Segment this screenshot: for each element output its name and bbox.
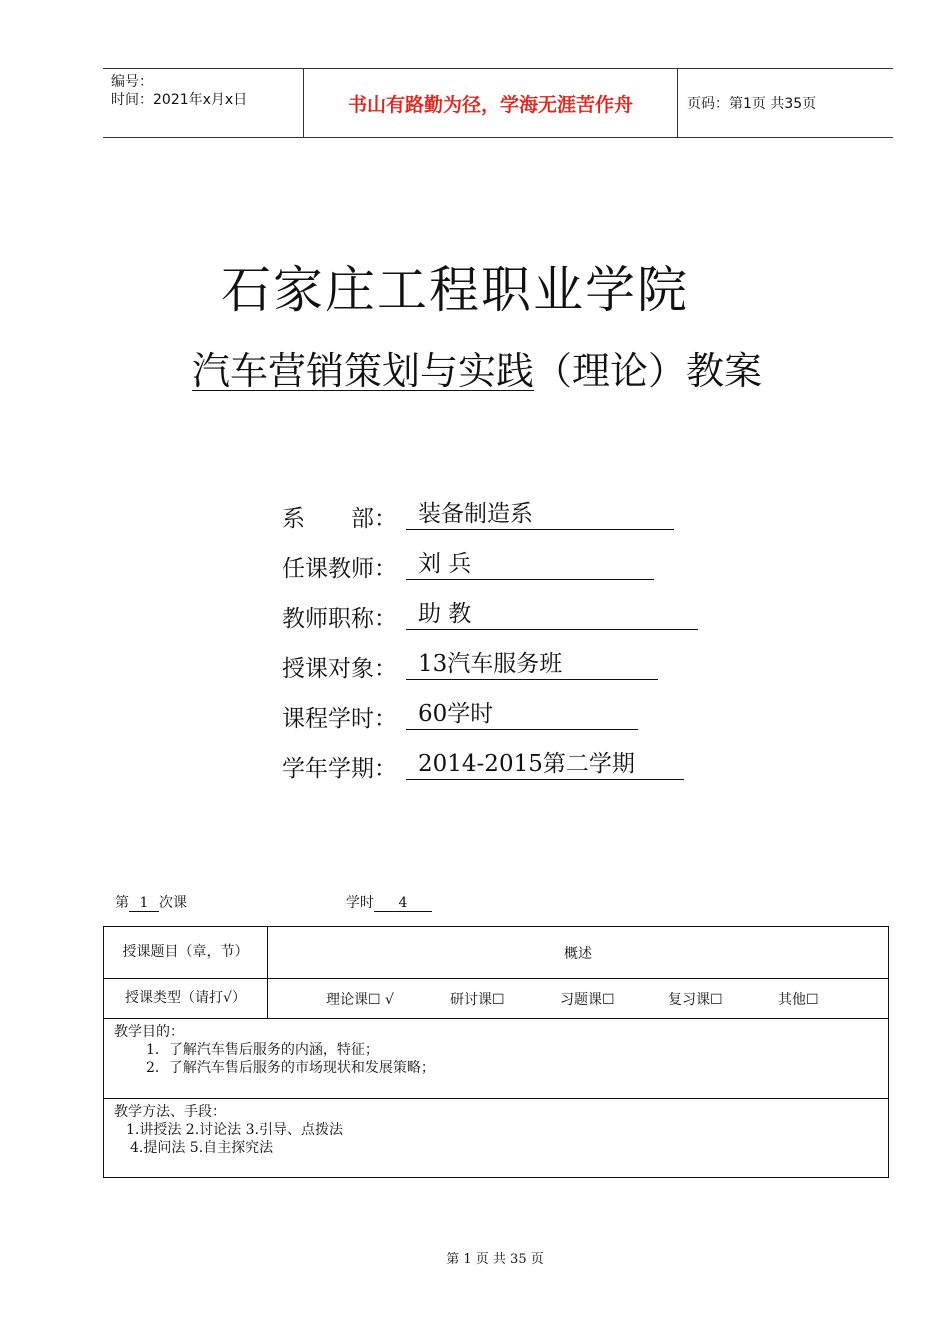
table-row-methods [104,1099,888,1177]
methods-title: 教学方法、手段： [114,1104,226,1120]
type-options [268,979,888,1018]
page-footer: 第 1 页 共 35 页 [446,1252,544,1267]
topic-label: 授课题目（章，节） [104,927,268,978]
type-option-theory[interactable]: 理论课☐ √ [326,991,394,1008]
time-label: 时间：2021年x月x日 [111,92,248,108]
table-row-type [104,979,888,1019]
info-row-teacher [282,550,698,600]
type-label: 授课类型（请打√） [104,979,268,1018]
lesson-number: 1 [129,895,159,912]
info-label: 教师职称： [282,606,397,632]
info-row-audience [282,650,698,700]
type-option-exercise[interactable]: 习题课☐ [560,991,615,1008]
course-info [282,500,698,800]
course-title [192,340,762,395]
objectives-block [104,1019,445,1098]
info-value: 刘 兵 [406,550,654,580]
info-value: 装备制造系 [406,500,674,530]
page-header [103,68,893,138]
course-name: 汽车营销策划与实践 [192,349,535,393]
method-item: 4.提问法 5.自主探究法 [130,1140,274,1156]
info-row-term [282,750,698,800]
info-row-hours [282,700,698,750]
info-row-title [282,600,698,650]
method-item: 1.讲授法 2.讨论法 3.引导、点拨法 [126,1122,343,1138]
type-option-other[interactable]: 其他☐ [778,991,819,1008]
info-value: 助 教 [406,600,698,630]
objective-item: 2．了解汽车售后服务的市场现状和发展策略； [146,1060,435,1076]
info-label: 授课对象： [282,656,397,682]
course-suffix: （理论）教案 [534,349,763,393]
objectives-title: 教学目的： [114,1024,184,1040]
info-value: 2014-2015第二学期 [406,750,684,780]
info-value: 60学时 [406,700,638,730]
info-label: 学年学期： [282,756,397,782]
lesson-line [115,892,432,912]
hours-label: 学时 [345,895,374,911]
header-motto: 书山有路勤为径，学海无涯苦作舟 [347,93,633,116]
info-label: 课程学时： [282,706,397,732]
lesson-hours: 4 [374,895,432,912]
topic-value: 概述 [564,945,592,962]
info-label: 任课教师： [282,556,397,582]
header-divider [677,69,678,137]
lesson-table [103,926,889,1178]
table-row-topic [104,927,888,979]
lesson-suffix: 次课 [159,895,187,911]
methods-block [104,1099,353,1177]
header-meta [111,73,247,109]
info-value: 13汽车服务班 [406,650,658,680]
info-row-department [282,500,698,550]
type-option-review[interactable]: 复习课☐ [668,991,723,1008]
info-label: 系 部： [282,506,397,532]
school-title: 石家庄工程职业学院 [221,261,689,319]
table-row-objectives [104,1019,888,1099]
objective-item: 1．了解汽车售后服务的内涵，特征； [146,1042,379,1058]
number-label: 编号： [111,74,153,90]
type-option-seminar[interactable]: 研讨课☐ [450,991,505,1008]
header-page-info: 页码：第1页 共35页 [687,96,817,112]
lesson-prefix: 第 [115,895,129,911]
